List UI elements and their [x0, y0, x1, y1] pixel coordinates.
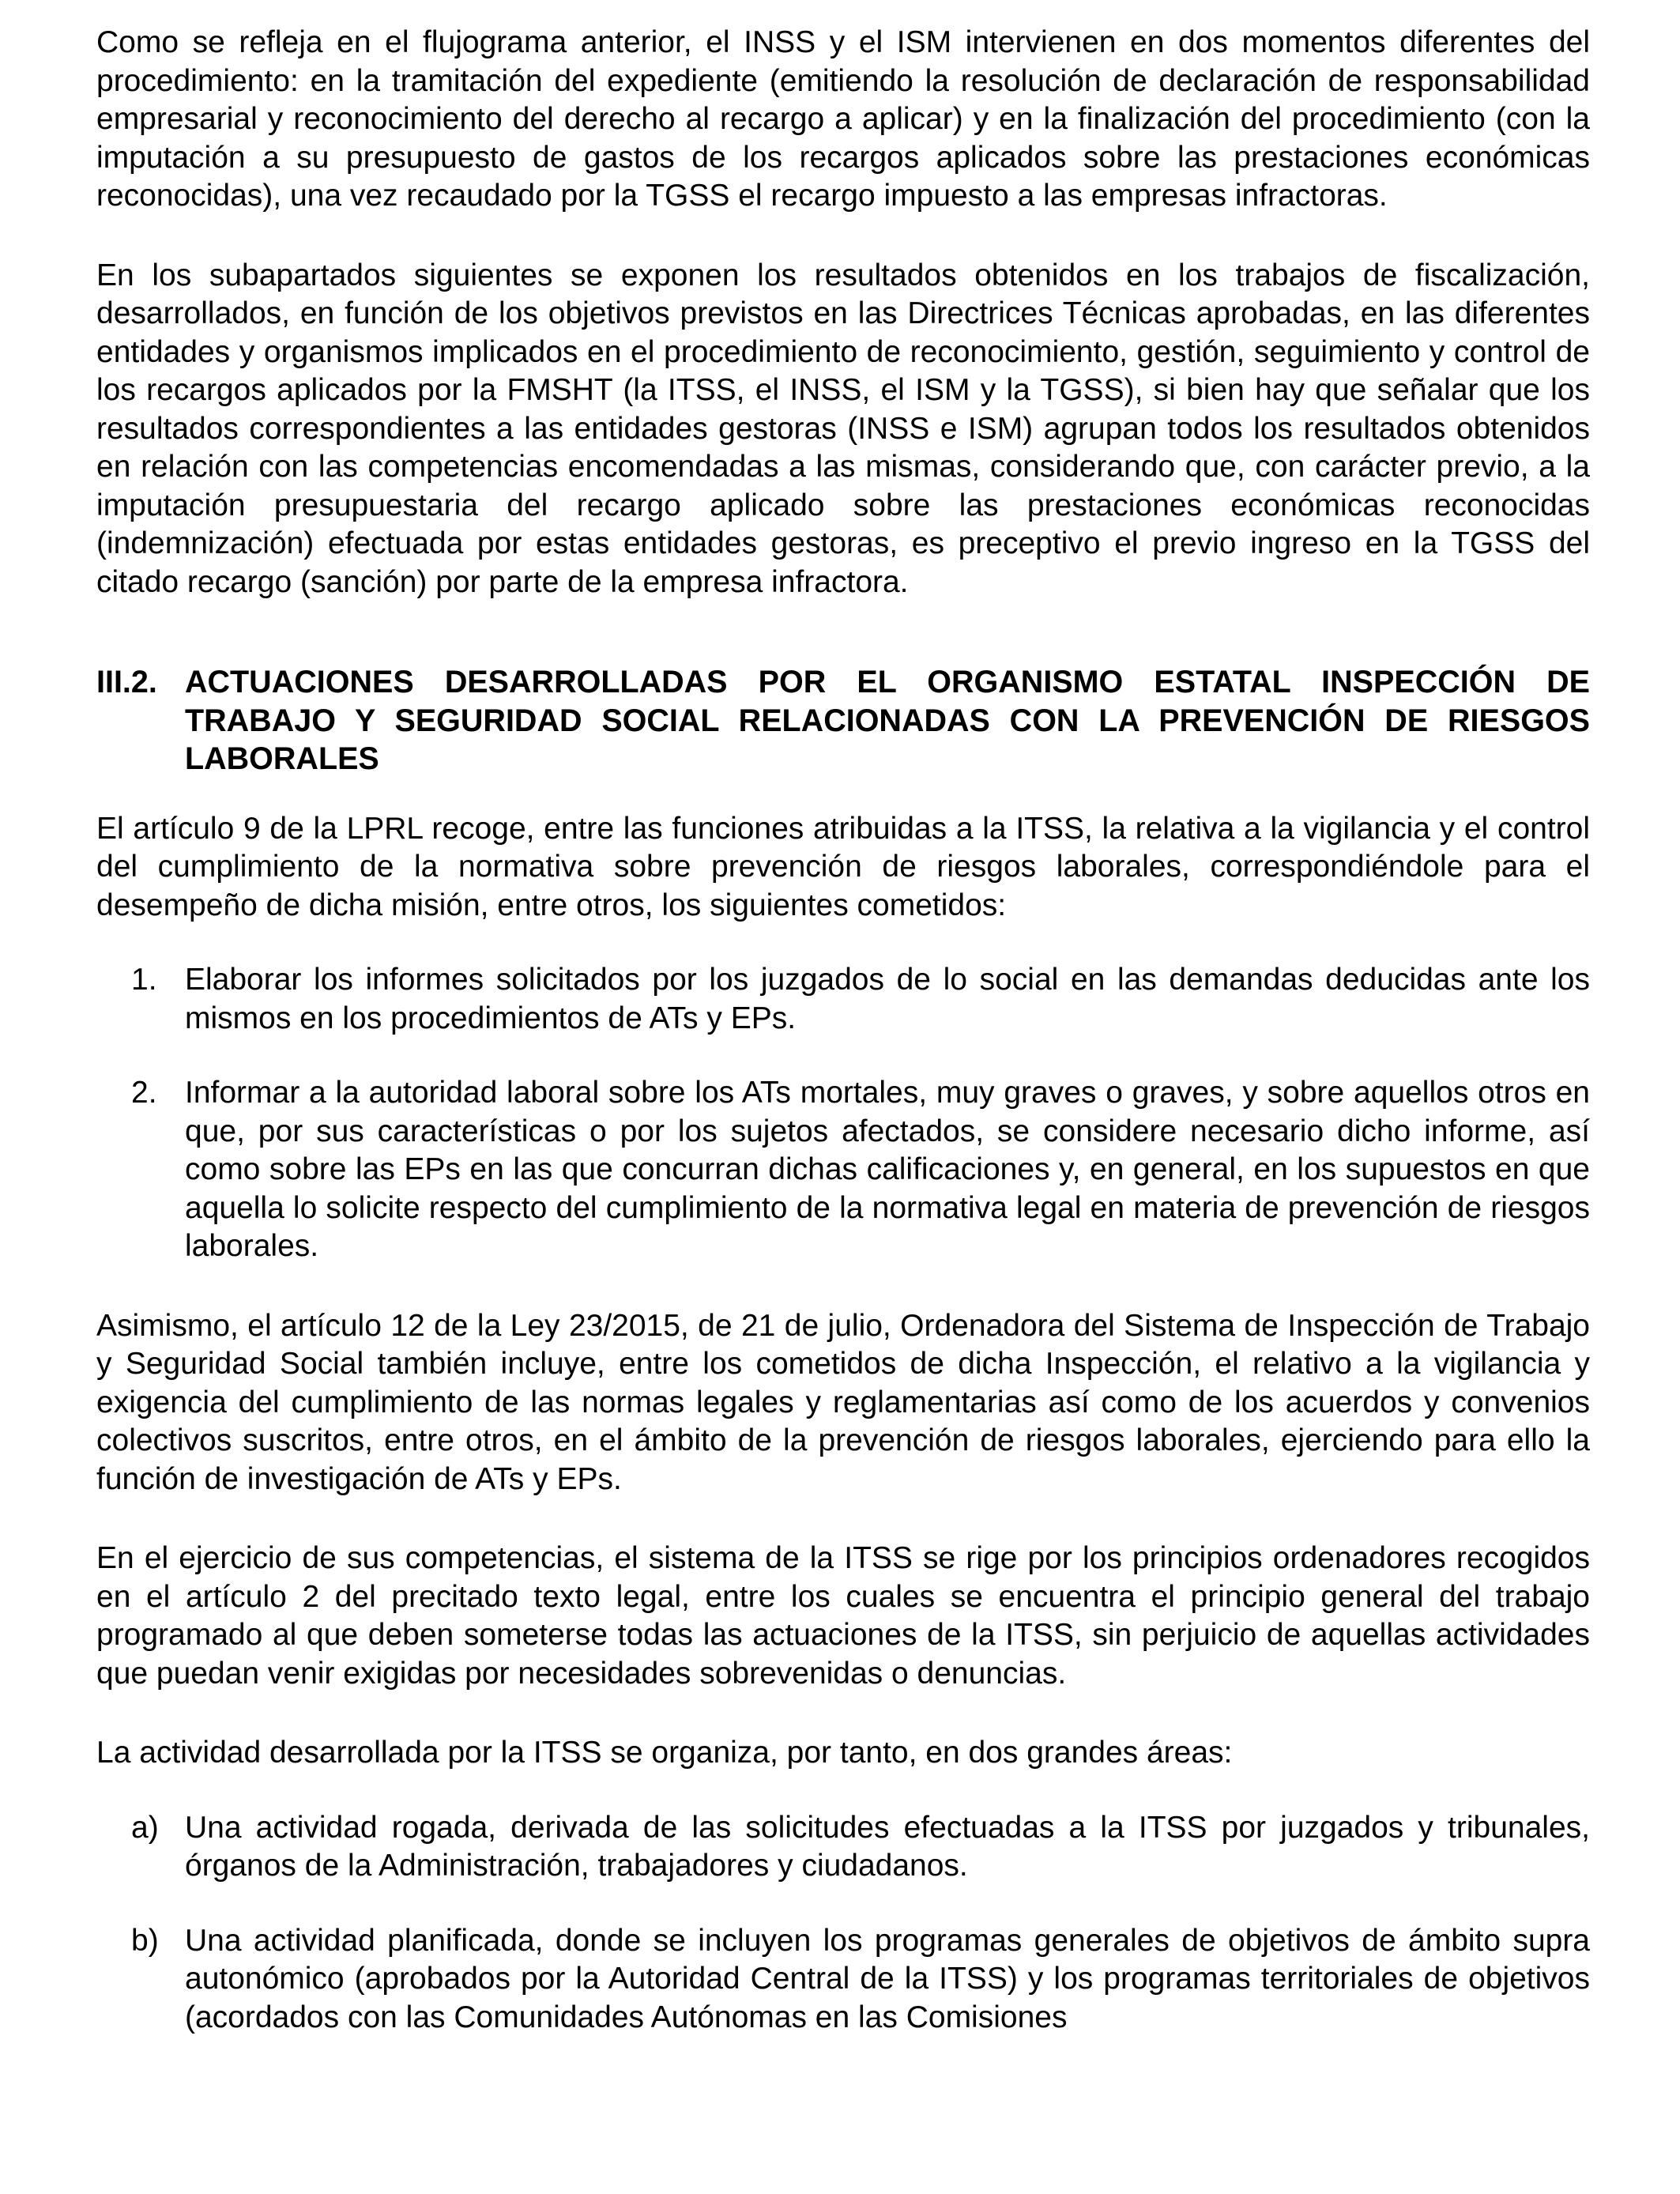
section-number: III.2.	[96, 665, 157, 699]
lettered-list	[96, 1809, 1590, 2038]
paragraph-subapartados: En los subapartados siguientes se exponen los resultados obtenidos en los trabajos de fiscalización, desarrollados, en función de los objetivos previstos en las Directrices Técnicas aprobadas, en las diferentes entidades y organismos implicados en el procedimiento de reconocimiento, gestión, seguimiento y control de los recargos aplicados por la FMSHT (la ITSS, el INSS, el ISM y la TGSS), si bien hay que señalar que los resultados correspondientes a las entidades gestoras (INSS e ISM) agrupan todos los resultados obtenidos en relación con las competencias encomendadas a las mismas, considerando que, con carácter previo, a la imputación presupuestaria del recargo aplicado sobre las prestaciones económicas reconocidas (indemnización) efectuada por estas entidades gestoras, es preceptivo el previo ingreso en la TGSS del citado recargo (sanción) por parte de la empresa infractora.	[96, 258, 1590, 599]
list-marker: b)	[131, 1923, 159, 1958]
list-item-text: Elaborar los informes solicitados por los juzgados de lo social en las demandas deducidas ante los mismos en los procedimientos de ATs y EPs.	[185, 963, 1590, 1035]
list-item-text: Informar a la autoridad laboral sobre los ATs mortales, muy graves o graves, y sobre aquellos otros en que, por sus características o por los sujetos afectados, se considere necesario dicho informe, así como sobre las EPs en las que concurran dichas calificaciones y, en general, en los supuestos en que aquella lo solicite respecto del cumplimiento de la normativa legal en materia de prevención de riesgos laborales.	[185, 1076, 1590, 1263]
list-item-text: Una actividad planificada, donde se incluyen los programas generales de objetivos de ámbito supra autonómico (aprobados por la Autoridad Central de la ITSS) y los programas territoriales de objetivos (acordados con las Comunidades Autónomas en las Comisiones	[185, 1923, 1590, 2034]
list-item	[96, 1922, 1590, 2038]
list-item	[96, 1074, 1590, 1266]
paragraph-articulo-12: Asimismo, el artículo 12 de la Ley 23/2015, de 21 de julio, Ordenadora del Sistema de Inspección de Trabajo y Seguridad Social también incluye, entre los cometidos de dicha Inspección, el relativo a la vigilancia y exigencia del cumplimiento de las normas legales y reglamentarias así como de los acuerdos y convenios colectivos suscritos, entre otros, en el ámbito de la prevención de riesgos laborales, ejerciendo para ello la función de investigación de ATs y EPs.	[96, 1308, 1590, 1496]
list-marker: a)	[131, 1810, 159, 1845]
numbered-list	[96, 961, 1590, 1266]
list-marker: 1.	[131, 963, 157, 997]
section-heading	[96, 663, 1590, 778]
list-item	[96, 961, 1590, 1038]
paragraph-actividad: La actividad desarrollada por la ITSS se organiza, por tanto, en dos grandes áreas:	[96, 1736, 1233, 1770]
paragraph-competencias: En el ejercicio de sus competencias, el sistema de la ITSS se rige por los principios ordenadores recogidos en el artículo 2 del precitado texto legal, entre los cuales se encuentra el principio general del trabajo programado al que deben someterse todas las actuaciones de la ITSS, sin perjuicio de aquellas actividades que puedan venir exigidas por necesidades sobrevenidas o denuncias.	[96, 1541, 1590, 1691]
list-item	[96, 1809, 1590, 1886]
list-marker: 2.	[131, 1076, 157, 1110]
paragraph-flujograma: Como se refleja en el flujograma anterior, el INSS y el ISM intervienen en dos momentos diferentes del procedimiento: en la tramitación del expediente (emitiendo la resolución de declaración de responsabilidad empresarial y reconocimiento del derecho al recargo a aplicar) y en la finalización del procedimiento (con la imputación a su presupuesto de gastos de los recargos aplicados sobre las prestaciones económicas reconocidas), una vez recaudado por la TGSS el recargo impuesto a las empresas infractoras.	[96, 25, 1590, 213]
document-page	[96, 24, 1590, 2037]
list-item-text: Una actividad rogada, derivada de las solicitudes efectuadas a la ITSS por juzgados y tribunales, órganos de la Administración, trabajadores y ciudadanos.	[185, 1810, 1590, 1883]
paragraph-articulo-9: El artículo 9 de la LPRL recoge, entre las funciones atribuidas a la ITSS, la relativa a la vigilancia y el control del cumplimiento de la normativa sobre prevención de riesgos laborales, correspondiéndole para el desempeño de dicha misión, entre otros, los siguientes cometidos:	[96, 811, 1590, 922]
section-title: ACTUACIONES DESARROLLADAS POR EL ORGANISMO ESTATAL INSPECCIÓN DE TRABAJO Y SEGURIDAD SOCIAL RELACIONADAS CON LA PREVENCIÓN DE RIESGOS LABORALES	[185, 665, 1590, 776]
